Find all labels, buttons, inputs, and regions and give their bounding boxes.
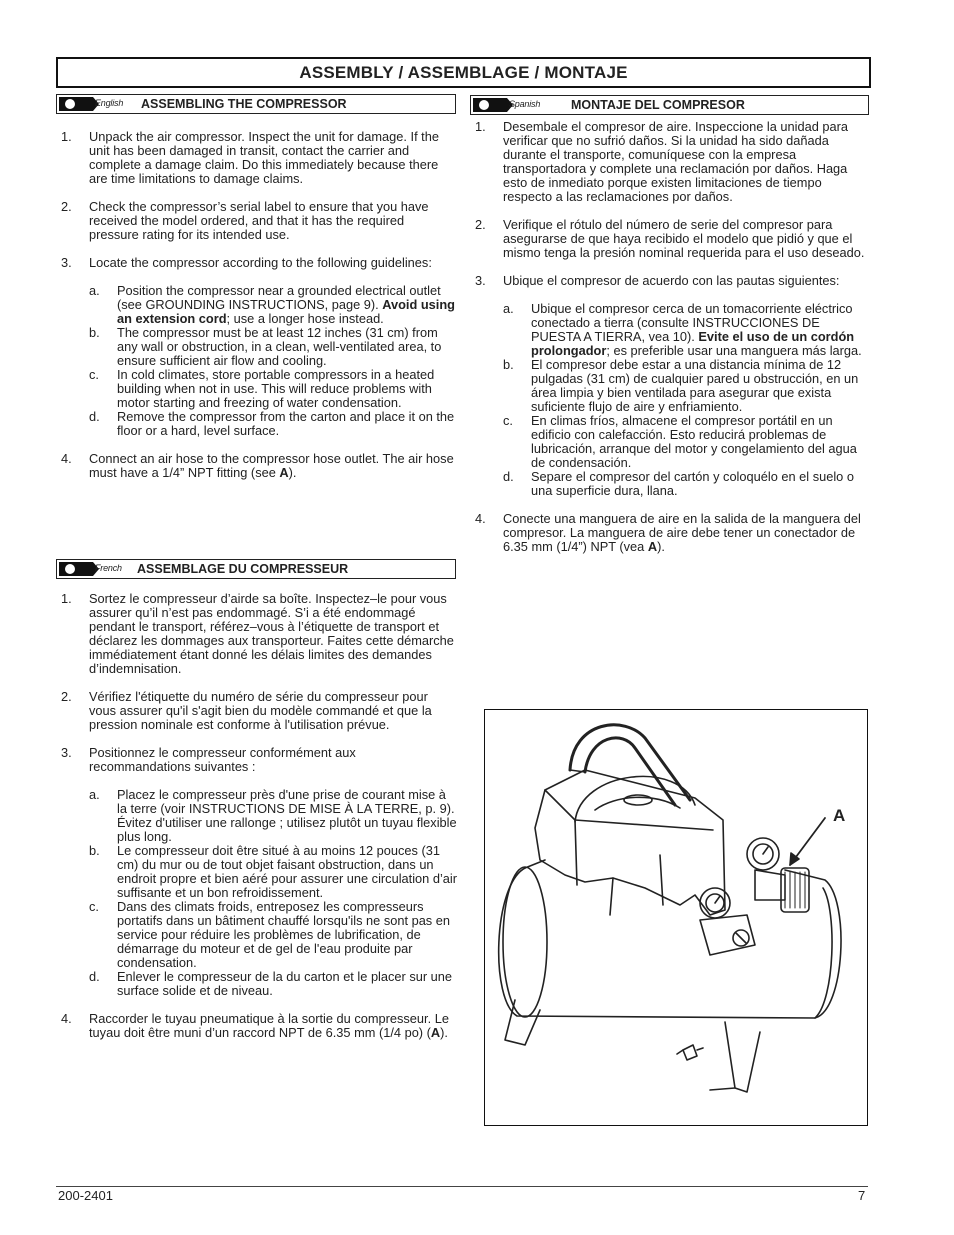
spanish-heading: MONTAJE DEL COMPRESOR — [571, 98, 745, 112]
sub-item: a. Placez le compresseur près d'une prise de courant mise à la terre (voir INSTRUCTIONS DE MISE À LA TERRE, p. 9). Évitez d'utiliser une rallonge ; utilisez plutôt un tuyau flexible plus long. — [89, 787, 457, 844]
english-instructions — [58, 130, 456, 480]
spanish-section-header — [470, 95, 869, 115]
list-item: 3. Locate the compressor according to the following guidelines: — [61, 255, 432, 270]
spanish-language-tag: Spanish — [473, 98, 543, 112]
list-item: 3. Positionnez le compresseur conformément aux recommandations suivantes : — [61, 745, 356, 774]
sub-item: c. In cold climates, store portable compressors in a heated building when not in use. This will reduce problems with motor starting and freezing of water condensation. — [89, 367, 435, 410]
sub-item: d. Enlever le compresseur de la du carton et le placer sur une surface solide et de niveau. — [89, 969, 453, 998]
compressor-illustration — [485, 710, 867, 1125]
list-item: 4. Connect an air hose to the compressor hose outlet. The air hose must have a 1/4” NPT fitting (see A). — [61, 451, 454, 480]
list-item: 2. Check the compressor’s serial label to ensure that you have received the model ordered, and that it has the required pressure rating for its intended use. — [61, 199, 429, 242]
spanish-instructions — [472, 120, 868, 554]
french-language-tag: French — [59, 562, 129, 576]
list-item: 1. Unpack the air compressor. Inspect the unit for damage. If the unit has been damaged in transit, contact the carrier and complete a damage claim. Do this immediately because there are time limitations to damage claims. — [61, 129, 439, 186]
sub-item: c. Dans des climats froids, entreposez les compresseurs portatifs dans un bâtiment chauffé lorsqu'ils ne sont pas en service pour réduire les problèmes de lubrification, de démarrage du moteur et de gel de l'eau produite par condensation. — [89, 899, 451, 970]
french-instructions — [58, 592, 458, 1040]
english-heading: ASSEMBLING THE COMPRESSOR — [141, 97, 347, 111]
list-item: 4. Raccorder le tuyau pneumatique à la sortie du compresseur. Le tuyau doit être muni d’un raccord NPT de 6.35 mm (1/4 po) (A). — [61, 1011, 449, 1040]
sub-item: b. El compresor debe estar a una distancia mínima de 12 pulgadas (31 cm) de cualquier pared u obstrucción, en un área limpia y bien ventilada para asegurar que exista suficiente flujo de aire y enfriamiento. — [503, 357, 859, 414]
list-item: 4. Conecte una manguera de aire en la salida de la manguera del compresor. La manguera de aire debe tener un conectador de 6.35 mm (1/4”) NPT (vea A). — [475, 511, 861, 554]
callout-label-a: A — [833, 806, 846, 825]
english-section-header — [56, 94, 456, 114]
bullet-icon — [65, 564, 75, 574]
list-item: 2. Verifique el rótulo del número de serie del compresor para asegurarse de que haya recibido el modelo que pidió y que el mismo tenga la presión nominal requerida para el uso deseado. — [475, 217, 865, 260]
bullet-icon — [479, 100, 489, 110]
compressor-figure — [484, 709, 868, 1126]
sub-item: c. En climas fríos, almacene el compresor portátil en un edificio con calefacción. Esto reducirá problemas de lubricación, arranque del motor y congelamiento del agua de condensación. — [503, 413, 857, 470]
page-number: 7 — [858, 1188, 866, 1203]
list-item: 3. Ubique el compresor de acuerdo con las pautas siguientes: — [475, 273, 840, 288]
sub-item: b. Le compresseur doit être situé à au moins 12 pouces (31 cm) du mur ou de tout objet faisant obstruction, dans un endroit propre et bien aéré pour assurer une circulation d’air suffisante et un bon refroidissement. — [89, 843, 458, 900]
footer-divider — [56, 1186, 868, 1187]
sub-item: a. Position the compressor near a grounded electrical outlet (see GROUNDING INSTRUCTIONS, page 9). Avoid using an extension cord; use a longer hose instead. — [89, 283, 455, 326]
french-section-header — [56, 559, 456, 579]
sub-item: a. Ubique el compresor cerca de un tomacorriente eléctrico conectado a tierra (consulte INSTRUCCIONES DE PUESTA A TIERRA, vea 10). Evite el uso de un cordón prolongador; es preferible usar una manguera más larga. — [503, 301, 862, 358]
french-heading: ASSEMBLAGE DU COMPRESSEUR — [137, 562, 349, 576]
sub-item: b. The compressor must be at least 12 inches (31 cm) from any wall or obstruction, in a clean, well-ventilated area, to ensure sufficient air flow and cooling. — [89, 325, 442, 368]
page-title: ASSEMBLY / ASSEMBLAGE / MONTAJE — [56, 57, 871, 88]
document-number: 200-2401 — [58, 1188, 113, 1203]
sub-item: d. Separe el compresor del cartón y coloquélo en el suelo o una superficie dura, llana. — [503, 469, 854, 498]
bullet-icon — [65, 99, 75, 109]
list-item: 1. Desembale el compresor de aire. Inspeccione la unidad para verificar que no sufrió daños. Si la unidad ha sido dañada durante el transporte, comuníquese con la empresa transportadora y complete una reclamación por daños. Haga esto de inmediato porque existen limitaciones de tiempo respecto a las reclamaciones por daños. — [475, 119, 849, 204]
sub-item: d. Remove the compressor from the carton and place it on the floor or a hard, level surface. — [89, 409, 455, 438]
list-item: 2. Vérifiez l'étiquette du numéro de série du compresseur pour vous assurer qu'il s'agit bien du modèle commandé et que la pression nominale est conforme à l'utilisation prévue. — [61, 689, 432, 732]
list-item: 1. Sortez le compresseur d’airde sa boîte. Inspectez–le pour vous assurer qu’il n’est pas endommagé. S’i a été endommagé pendant le transport, référez–vous à l’étiquette de transport et déclarez les dommages aux transporteur. Faites cette démarche immédiatement étant donné les délais limites des demandes d’indemnisation. — [61, 591, 454, 676]
english-language-tag: English — [59, 97, 129, 111]
